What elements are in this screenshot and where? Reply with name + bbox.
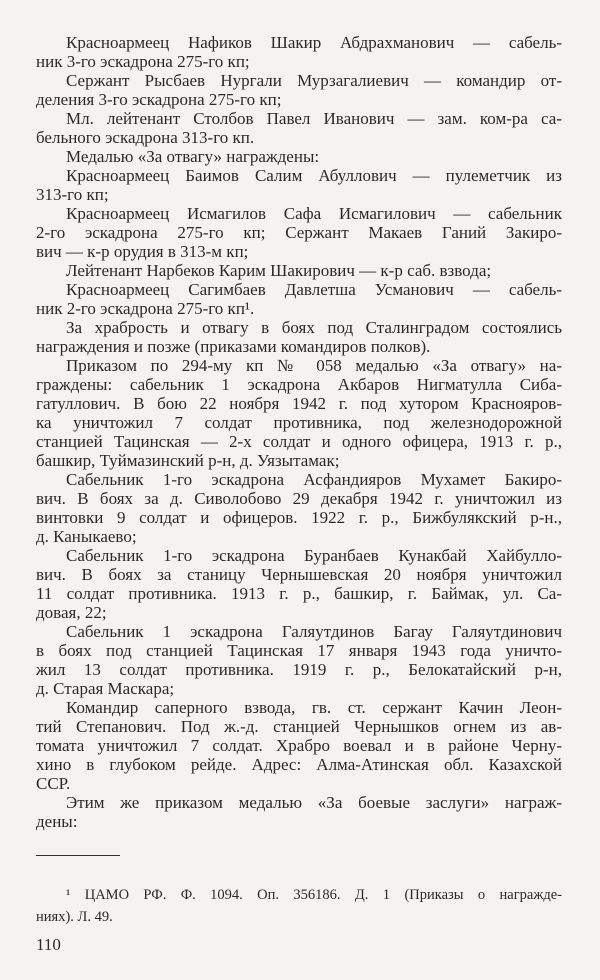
text-line: Сабельник 1-го эскадрона Буранбаев Кунакбай Хайбулло- bbox=[66, 546, 562, 565]
body-text bbox=[36, 33, 562, 831]
text-line: томата уничтожил 7 солдат. Храбро воевал и в районе Черну- bbox=[36, 736, 562, 755]
text-line: ССР. bbox=[36, 774, 71, 793]
text-line: ка уничтожил 7 солдат противника, под железнодорожной bbox=[36, 413, 562, 432]
text-line: жил 13 солдат противника. 1919 г. р., Белокатайский р-н, bbox=[36, 660, 562, 679]
text-line: д. Каныкаево; bbox=[36, 527, 137, 546]
paragraph bbox=[36, 71, 562, 109]
paragraph bbox=[36, 793, 562, 831]
text-line: гатуллович. В бою 22 ноября 1942 г. под хутором Краснояров- bbox=[36, 394, 562, 413]
page-number: 110 bbox=[36, 935, 61, 954]
paragraph bbox=[36, 204, 562, 261]
text-line: Медалью «За отвагу» награждены: bbox=[66, 147, 320, 166]
text-line: башкир, Туймазинский р-н, д. Уязытамак; bbox=[36, 451, 340, 470]
text-line: деления 3-го эскадрона 275-го кп; bbox=[36, 90, 282, 109]
text-line: довая, 22; bbox=[36, 603, 107, 622]
paragraph bbox=[36, 33, 562, 71]
text-line: Этим же приказом медалью «За боевые заслуги» награж- bbox=[66, 793, 562, 812]
paragraph bbox=[36, 356, 562, 470]
text-line: д. Старая Маскара; bbox=[36, 679, 175, 698]
paragraph bbox=[36, 109, 562, 147]
footnote-line: ¹ ЦАМО РФ. Ф. 1094. Оп. 356186. Д. 1 (Приказы о награжде- bbox=[66, 887, 562, 903]
text-line: Красноармеец Сагимбаев Давлетша Усманович — сабель- bbox=[66, 280, 562, 299]
text-line: 313-го кп; bbox=[36, 185, 109, 204]
text-line: тий Степанович. Под ж.-д. станцией Чернышков огнем из ав- bbox=[36, 717, 562, 736]
text-line: Красноармеец Баимов Салим Абуллович — пулеметчик из bbox=[66, 166, 562, 185]
text-line: станцией Тацинская — 2-х солдат и одного офицера, 1913 г. р., bbox=[36, 432, 562, 451]
text-line: вич. В боях за д. Сиволобово 29 декабря 1942 г. уничтожил из bbox=[36, 489, 562, 508]
text-line: Сабельник 1-го эскадрона Асфандияров Мухамет Бакиро- bbox=[66, 470, 562, 489]
text-line: Приказом по 294-му кп № 058 медалью «За отвагу» на- bbox=[66, 356, 562, 375]
paragraph bbox=[36, 622, 562, 698]
text-line: вич — к-р орудия в 313-м кп; bbox=[36, 242, 249, 261]
text-line: Красноармеец Нафиков Шакир Абдрахманович — сабель- bbox=[66, 33, 562, 52]
footnote-line: ниях). Л. 49. bbox=[36, 909, 113, 925]
text-line: бельного эскадрона 313-го кп. bbox=[36, 128, 255, 147]
paragraph bbox=[36, 470, 562, 546]
paragraph bbox=[36, 546, 562, 622]
text-line: ник 3-го эскадрона 275-го кп; bbox=[36, 52, 250, 71]
text-line: в боях под станцией Тацинская 17 января 1943 года уничто- bbox=[36, 641, 562, 660]
text-line: винтовки 9 солдат и офицеров. 1922 г. р., Бижбулякский р-н., bbox=[36, 508, 562, 527]
footnote-divider bbox=[36, 855, 120, 856]
text-line: дены: bbox=[36, 812, 78, 831]
text-line: хино в глубоком рейде. Адрес: Алма-Атинская обл. Казахской bbox=[36, 755, 562, 774]
paragraph bbox=[36, 261, 562, 280]
paragraph bbox=[36, 318, 562, 356]
text-line: граждены: сабельник 1 эскадрона Акбаров Нигматулла Сиба- bbox=[36, 375, 562, 394]
paragraph bbox=[36, 698, 562, 793]
text-line: Лейтенант Нарбеков Карим Шакирович — к-р саб. взвода; bbox=[66, 261, 492, 280]
text-line: 2-го эскадрона 275-го кп; Сержант Макаев Ганий Закиро- bbox=[36, 223, 562, 242]
text-line: Сержант Рысбаев Нургали Мурзагалиевич — командир от- bbox=[66, 71, 562, 90]
text-line: 11 солдат противника. 1913 г. р., башкир, г. Баймак, ул. Са- bbox=[36, 584, 562, 603]
text-line: вич. В боях за станицу Чернышевская 20 ноября уничтожил bbox=[36, 565, 562, 584]
text-line: ник 2-го эскадрона 275-го кп¹. bbox=[36, 299, 255, 318]
text-line: Сабельник 1 эскадрона Галяутдинов Багау Галяутдинович bbox=[66, 622, 562, 641]
paragraph bbox=[36, 147, 562, 166]
text-line: Мл. лейтенант Столбов Павел Иванович — зам. ком-ра са- bbox=[66, 109, 562, 128]
paragraph bbox=[36, 280, 562, 318]
text-line: Командир саперного взвода, гв. ст. сержант Качин Леон- bbox=[66, 698, 562, 717]
text-line: награждения и позже (приказами командиров полков). bbox=[36, 337, 431, 356]
text-line: Красноармеец Исмагилов Сафа Исмагилович — сабельник bbox=[66, 204, 562, 223]
text-line: За храбрость и отвагу в боях под Сталинградом состоялись bbox=[66, 318, 562, 337]
footnote bbox=[36, 884, 562, 928]
paragraph bbox=[36, 166, 562, 204]
